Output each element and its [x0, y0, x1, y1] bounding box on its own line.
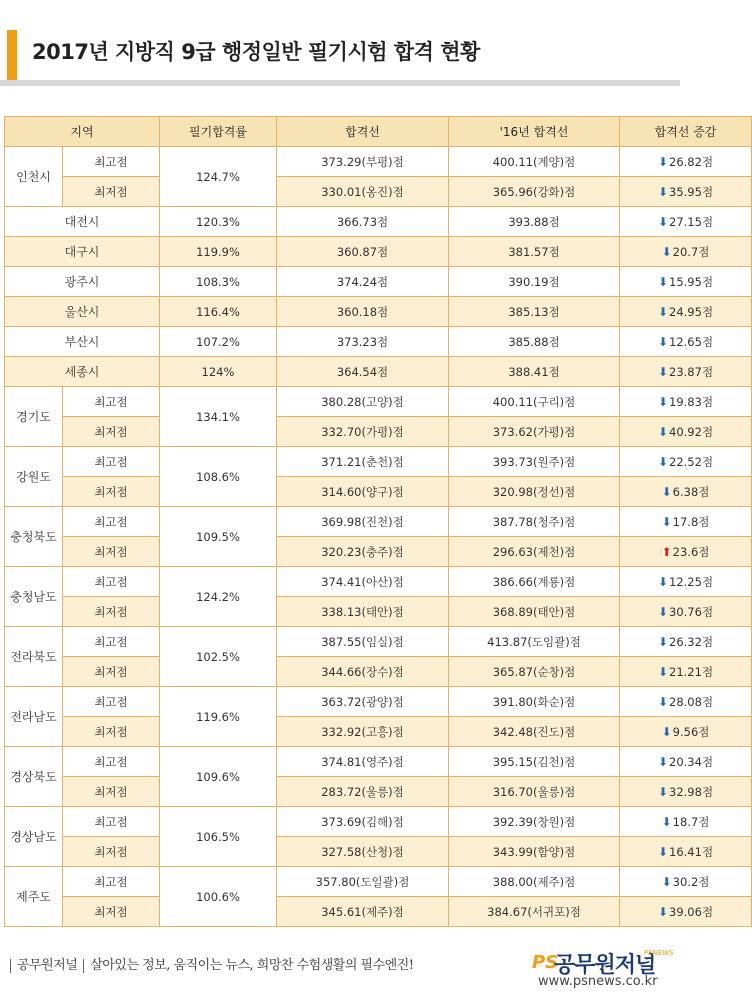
- table-row: [5, 687, 752, 717]
- pass-rate-cell: 109.6%: [160, 747, 277, 807]
- change-value: [658, 274, 713, 290]
- arrow-down-icon: ⬇: [661, 514, 672, 529]
- change-amount: 19.83점: [669, 394, 714, 409]
- change-cell: [620, 387, 752, 417]
- change-value: [662, 244, 710, 260]
- subtype-cell: 최저점: [63, 597, 160, 627]
- prev-cutoff-cell: 385.13점: [449, 297, 620, 327]
- pass-rate-cell: 120.3%: [160, 207, 277, 237]
- logo-name: 공무원저널: [554, 953, 656, 978]
- title-accent-bar: [7, 30, 17, 82]
- arrow-down-icon: ⬇: [657, 184, 669, 199]
- footer-tagline: [4, 954, 413, 973]
- change-amount: 12.25점: [669, 574, 714, 589]
- arrow-down-icon: ⬇: [657, 664, 669, 679]
- arrow-down-icon: ⬇: [661, 484, 672, 499]
- arrow-down-icon: ⬇: [657, 394, 669, 409]
- prev-cutoff-cell: 296.63(제천)점: [449, 537, 620, 567]
- change-cell: [620, 567, 752, 597]
- cutoff-cell: 345.61(제주)점: [277, 897, 449, 927]
- table-row: [5, 177, 752, 207]
- table-row: [5, 357, 752, 387]
- table-row: [5, 147, 752, 177]
- change-amount: 23.87점: [669, 364, 714, 379]
- change-amount: 17.8점: [672, 514, 710, 529]
- pass-rate-cell: 116.4%: [160, 297, 277, 327]
- change-value: [658, 334, 713, 350]
- change-cell: [620, 207, 752, 237]
- arrow-down-icon: ⬇: [657, 904, 669, 919]
- table-row: [5, 207, 752, 237]
- subtype-cell: 최저점: [63, 417, 160, 447]
- region-cell: 충청남도: [5, 567, 63, 627]
- change-value: [662, 544, 710, 560]
- header-pass-rate: 필기합격률: [160, 117, 277, 147]
- change-cell: [620, 777, 752, 807]
- cutoff-cell: 327.58(산청)점: [277, 837, 449, 867]
- arrow-down-icon: ⬇: [657, 154, 669, 169]
- cutoff-cell: 357.80(도일괄)점: [277, 867, 449, 897]
- table-row: [5, 657, 752, 687]
- table-row: [5, 447, 752, 477]
- subtype-cell: 최저점: [63, 477, 160, 507]
- pass-rate-cell: 100.6%: [160, 867, 277, 927]
- table-row: [5, 717, 752, 747]
- prev-cutoff-cell: 316.70(울릉)점: [449, 777, 620, 807]
- pass-rate-cell: 124%: [160, 357, 277, 387]
- region-cell: 인천시: [5, 147, 63, 207]
- cutoff-cell: 330.01(옹진)점: [277, 177, 449, 207]
- region-cell: 경상북도: [5, 747, 63, 807]
- prev-cutoff-cell: 381.57점: [449, 237, 620, 267]
- footer-url[interactable]: www.psnews.co.kr: [538, 974, 658, 989]
- arrow-down-icon: ⬇: [657, 304, 669, 319]
- prev-cutoff-cell: 320.98(정선)점: [449, 477, 620, 507]
- region-cell: 대전시: [5, 207, 160, 237]
- table-row: [5, 537, 752, 567]
- arrow-down-icon: ⬇: [657, 334, 669, 349]
- prev-cutoff-cell: 393.73(원주)점: [449, 447, 620, 477]
- table-row: [5, 807, 752, 837]
- prev-cutoff-cell: 342.48(진도)점: [449, 717, 620, 747]
- change-value: [658, 394, 713, 410]
- cutoff-cell: 283.72(울릉)점: [277, 777, 449, 807]
- title-bar: [0, 0, 680, 86]
- subtype-cell: 최고점: [63, 867, 160, 897]
- cutoff-cell: 364.54점: [277, 357, 449, 387]
- table-row: [5, 627, 752, 657]
- change-value: [658, 844, 713, 860]
- change-cell: [620, 417, 752, 447]
- cutoff-cell: 366.73점: [277, 207, 449, 237]
- table-row: [5, 567, 752, 597]
- header-region: 지역: [5, 117, 160, 147]
- change-cell: [620, 897, 752, 927]
- change-amount: 30.2점: [672, 874, 710, 889]
- prev-cutoff-cell: 400.11(구리)점: [449, 387, 620, 417]
- arrow-down-icon: ⬇: [657, 454, 669, 469]
- change-amount: 22.52점: [669, 454, 714, 469]
- arrow-down-icon: ⬇: [661, 874, 672, 889]
- change-cell: [620, 177, 752, 207]
- footer-slogan: 살아있는 정보, 움직이는 뉴스, 희망찬 수험생활의 필수엔진!: [90, 958, 414, 973]
- change-amount: 6.38점: [672, 484, 710, 499]
- pass-rate-cell: 102.5%: [160, 627, 277, 687]
- cutoff-cell: 314.60(양구)점: [277, 477, 449, 507]
- subtype-cell: 최저점: [63, 537, 160, 567]
- change-value: [658, 214, 713, 230]
- table-row: [5, 867, 752, 897]
- subtype-cell: 최저점: [63, 657, 160, 687]
- arrow-down-icon: ⬇: [657, 634, 669, 649]
- pass-rate-cell: 119.6%: [160, 687, 277, 747]
- subtype-cell: 최고점: [63, 567, 160, 597]
- region-cell: 제주도: [5, 867, 63, 927]
- subtype-cell: 최저점: [63, 177, 160, 207]
- pass-rate-cell: 106.5%: [160, 807, 277, 867]
- change-amount: 12.65점: [669, 334, 714, 349]
- table-row: [5, 747, 752, 777]
- region-cell: 전라남도: [5, 687, 63, 747]
- region-cell: 울산시: [5, 297, 160, 327]
- arrow-down-icon: ⬇: [657, 844, 669, 859]
- prev-cutoff-cell: 395.15(김천)점: [449, 747, 620, 777]
- subtype-cell: 최저점: [63, 837, 160, 867]
- prev-cutoff-cell: 384.67(서귀포)점: [449, 897, 620, 927]
- change-cell: [620, 237, 752, 267]
- arrow-down-icon: ⬇: [661, 244, 672, 259]
- change-amount: 20.7점: [672, 244, 710, 259]
- table-row: [5, 777, 752, 807]
- change-cell: [620, 327, 752, 357]
- change-cell: [620, 507, 752, 537]
- change-amount: 26.82점: [669, 154, 714, 169]
- table-row: [5, 417, 752, 447]
- prev-cutoff-cell: 386.66(계룡)점: [449, 567, 620, 597]
- change-amount: 40.92점: [669, 424, 714, 439]
- pass-rate-cell: 119.9%: [160, 237, 277, 267]
- logo-sub: PSNEWS: [644, 949, 674, 957]
- region-cell: 대구시: [5, 237, 160, 267]
- cutoff-cell: 371.21(춘천)점: [277, 447, 449, 477]
- prev-cutoff-cell: 388.41점: [449, 357, 620, 387]
- change-cell: [620, 297, 752, 327]
- subtype-cell: 최저점: [63, 897, 160, 927]
- change-value: [658, 694, 713, 710]
- region-cell: 세종시: [5, 357, 160, 387]
- prev-cutoff-cell: 390.19점: [449, 267, 620, 297]
- arrow-down-icon: ⬇: [661, 814, 672, 829]
- table-row: [5, 597, 752, 627]
- change-value: [662, 724, 710, 740]
- change-value: [662, 484, 710, 500]
- cutoff-cell: 387.55(임실)점: [277, 627, 449, 657]
- change-value: [658, 754, 713, 770]
- subtype-cell: 최고점: [63, 807, 160, 837]
- region-cell: 부산시: [5, 327, 160, 357]
- table-row: [5, 837, 752, 867]
- arrow-down-icon: ⬇: [657, 694, 669, 709]
- change-cell: [620, 597, 752, 627]
- region-cell: 전라북도: [5, 627, 63, 687]
- cutoff-cell: 380.28(고양)점: [277, 387, 449, 417]
- pass-rate-cell: 107.2%: [160, 327, 277, 357]
- subtype-cell: 최저점: [63, 777, 160, 807]
- change-value: [658, 784, 713, 800]
- cutoff-cell: 373.23점: [277, 327, 449, 357]
- subtype-cell: 최고점: [63, 627, 160, 657]
- pass-rate-cell: 108.6%: [160, 447, 277, 507]
- cutoff-cell: 320.23(충주)점: [277, 537, 449, 567]
- subtype-cell: 최고점: [63, 507, 160, 537]
- footer: [0, 948, 680, 1003]
- prev-cutoff-cell: 393.88점: [449, 207, 620, 237]
- table-row: [5, 477, 752, 507]
- change-amount: 23.6점: [672, 544, 710, 559]
- cutoff-cell: 332.70(가평)점: [277, 417, 449, 447]
- change-cell: [620, 537, 752, 567]
- region-cell: 경상남도: [5, 807, 63, 867]
- arrow-down-icon: ⬇: [657, 574, 669, 589]
- change-amount: 15.95점: [669, 274, 714, 289]
- change-cell: [620, 147, 752, 177]
- subtype-cell: 최저점: [63, 717, 160, 747]
- change-value: [658, 454, 713, 470]
- change-amount: 20.34점: [669, 754, 714, 769]
- table-row: [5, 237, 752, 267]
- table-row: [5, 387, 752, 417]
- arrow-down-icon: ⬇: [657, 274, 669, 289]
- table-row: [5, 267, 752, 297]
- change-value: [662, 814, 710, 830]
- change-value: [658, 154, 713, 170]
- footer-separator: [10, 959, 11, 973]
- change-value: [658, 904, 713, 920]
- region-cell: 광주시: [5, 267, 160, 297]
- cutoff-cell: 338.13(태안)점: [277, 597, 449, 627]
- results-table: [4, 116, 752, 927]
- change-amount: 39.06점: [669, 904, 714, 919]
- pass-rate-cell: 134.1%: [160, 387, 277, 447]
- cutoff-cell: 332.92(고흥)점: [277, 717, 449, 747]
- header-prev-cutoff: '16년 합격선: [449, 117, 620, 147]
- change-amount: 18.7점: [672, 814, 710, 829]
- change-amount: 35.95점: [669, 184, 714, 199]
- change-cell: [620, 357, 752, 387]
- change-amount: 30.76점: [669, 604, 714, 619]
- page-title: 2017년 지방직 9급 행정일반 필기시험 합격 현황: [32, 40, 480, 64]
- prev-cutoff-cell: 385.88점: [449, 327, 620, 357]
- table-header-row: [5, 117, 752, 147]
- prev-cutoff-cell: 400.11(계양)점: [449, 147, 620, 177]
- title-divider: [0, 80, 680, 86]
- prev-cutoff-cell: 373.62(가평)점: [449, 417, 620, 447]
- table-row: [5, 897, 752, 927]
- change-cell: [620, 687, 752, 717]
- table-row: [5, 507, 752, 537]
- prev-cutoff-cell: 368.89(태안)점: [449, 597, 620, 627]
- change-amount: 32.98점: [669, 784, 714, 799]
- change-cell: [620, 867, 752, 897]
- change-amount: 9.56점: [672, 724, 710, 739]
- change-value: [658, 184, 713, 200]
- subtype-cell: 최고점: [63, 687, 160, 717]
- change-cell: [620, 747, 752, 777]
- cutoff-cell: 374.81(영주)점: [277, 747, 449, 777]
- cutoff-cell: 369.98(진천)점: [277, 507, 449, 537]
- change-value: [658, 574, 713, 590]
- cutoff-cell: 374.41(아산)점: [277, 567, 449, 597]
- change-cell: [620, 657, 752, 687]
- cutoff-cell: 360.87점: [277, 237, 449, 267]
- subtype-cell: 최고점: [63, 387, 160, 417]
- pass-rate-cell: 124.2%: [160, 567, 277, 627]
- change-cell: [620, 627, 752, 657]
- subtype-cell: 최고점: [63, 747, 160, 777]
- footer-brand: 공무원저널: [17, 958, 78, 973]
- change-value: [658, 604, 713, 620]
- footer-separator: [83, 959, 84, 973]
- pass-rate-cell: 124.7%: [160, 147, 277, 207]
- subtype-cell: 최고점: [63, 147, 160, 177]
- prev-cutoff-cell: 365.96(강화)점: [449, 177, 620, 207]
- cutoff-cell: 344.66(장수)점: [277, 657, 449, 687]
- change-amount: 24.95점: [669, 304, 714, 319]
- change-amount: 16.41점: [669, 844, 714, 859]
- change-amount: 28.08점: [669, 694, 714, 709]
- change-cell: [620, 807, 752, 837]
- logo-ps-mark: PS: [532, 952, 559, 973]
- table-row: [5, 297, 752, 327]
- header-change: 합격선 증감: [620, 117, 752, 147]
- cutoff-cell: 374.24점: [277, 267, 449, 297]
- prev-cutoff-cell: 413.87(도임괄)점: [449, 627, 620, 657]
- change-amount: 26.32점: [669, 634, 714, 649]
- change-cell: [620, 267, 752, 297]
- change-value: [658, 304, 713, 320]
- change-amount: 21.21점: [669, 664, 714, 679]
- arrow-down-icon: ⬇: [661, 724, 672, 739]
- change-value: [658, 664, 713, 680]
- arrow-down-icon: ⬇: [657, 364, 669, 379]
- change-amount: 27.15점: [669, 214, 714, 229]
- cutoff-cell: 373.29(부평)점: [277, 147, 449, 177]
- pass-rate-cell: 109.5%: [160, 507, 277, 567]
- change-cell: [620, 477, 752, 507]
- change-value: [658, 364, 713, 380]
- prev-cutoff-cell: 365.87(순창)점: [449, 657, 620, 687]
- change-cell: [620, 837, 752, 867]
- header-cutoff: 합격선: [277, 117, 449, 147]
- arrow-down-icon: ⬇: [657, 214, 669, 229]
- region-cell: 강원도: [5, 447, 63, 507]
- prev-cutoff-cell: 391.80(화순)점: [449, 687, 620, 717]
- change-cell: [620, 717, 752, 747]
- change-value: [658, 424, 713, 440]
- subtype-cell: 최고점: [63, 447, 160, 477]
- table-row: [5, 327, 752, 357]
- change-value: [662, 514, 710, 530]
- change-value: [662, 874, 710, 890]
- arrow-down-icon: ⬇: [657, 784, 669, 799]
- cutoff-cell: 360.18점: [277, 297, 449, 327]
- arrow-down-icon: ⬇: [657, 604, 669, 619]
- region-cell: 경기도: [5, 387, 63, 447]
- prev-cutoff-cell: 343.99(함양)점: [449, 837, 620, 867]
- table-body: [5, 147, 752, 927]
- cutoff-cell: 363.72(광양)점: [277, 687, 449, 717]
- arrow-down-icon: ⬇: [657, 424, 669, 439]
- change-value: [658, 634, 713, 650]
- change-cell: [620, 447, 752, 477]
- prev-cutoff-cell: 388.00(제주)점: [449, 867, 620, 897]
- pass-rate-cell: 108.3%: [160, 267, 277, 297]
- cutoff-cell: 373.69(김해)점: [277, 807, 449, 837]
- arrow-up-icon: ⬆: [661, 544, 672, 559]
- arrow-down-icon: ⬇: [657, 754, 669, 769]
- prev-cutoff-cell: 387.78(청주)점: [449, 507, 620, 537]
- region-cell: 충청북도: [5, 507, 63, 567]
- prev-cutoff-cell: 392.39(창원)점: [449, 807, 620, 837]
